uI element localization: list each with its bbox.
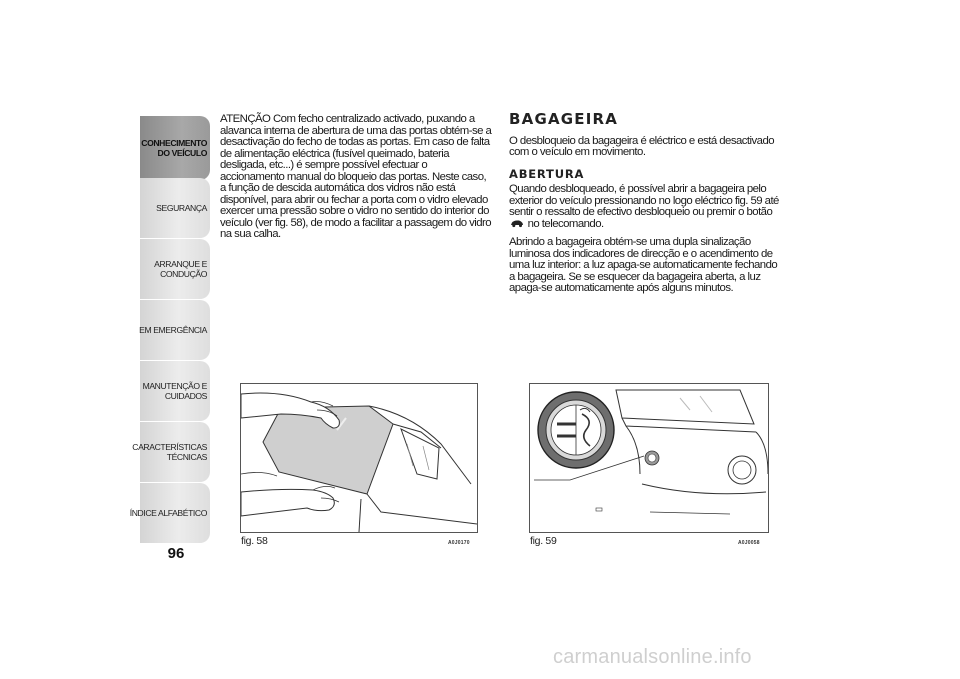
tab-conhecimento-do-veiculo[interactable] [140,116,210,180]
tab-label: MANUTENÇÃO E [142,381,207,391]
tab-label: CARACTERÍSTICAS [132,442,207,452]
tab-label: CONDUÇÃO [160,269,207,279]
tab-indice-alfabetico[interactable] [129,483,210,543]
tab-em-emergencia[interactable] [140,300,210,360]
tab-seguranca[interactable] [140,178,210,238]
watermark: carmanualsonline.info [553,646,752,668]
tab-label: SEGURANÇA [156,203,207,213]
figure-59 [529,383,769,533]
tab-caracteristicas-tecnicas[interactable] [132,422,210,482]
left-column [220,114,492,241]
opening-paragraph [509,184,781,231]
figure-59-code: A0J0058 [738,540,760,546]
attention-paragraph: ATENÇÃO Com fecho centralizado activado, puxando a alavanca interna de abertura de uma das portas obtém-se a desactivação do fecho de todas as portas. Em caso de falta de alimentação eléctrica (fusível queimado, bateria desligada, etc...) é sempre possível efectuar o accionamento manual do bloqueio das portas. Neste caso, a função de descida automática dos vidros não está disponível, para abrir ou fechar a porta com o vidro elevado exercer uma pressão sobre o vidro no sentido do interior do veículo (ver fig. 58), de modo a facilitar a passagem do vidro na sua calha. [220,113,492,240]
opening-text-a: Quando desbloqueado, é possível abrir a bagageira pelo exterior do veículo pressionando no logo eléctrico fig. 59 até sentir o ressalto de efectivo desbloqueio ou premir o botão [509,183,779,218]
right-column [509,110,781,295]
tab-label: EM EMERGÊNCIA [139,325,207,335]
page-number: 96 [167,545,185,562]
tab-label: ÍNDICE ALFABÉTICO [129,508,207,518]
tailgate-logo-illustration [530,384,768,532]
figure-58-code: A0J0170 [448,540,470,546]
tab-label: ARRANQUE E [154,259,207,269]
tab-label: DO VEÍCULO [157,148,207,158]
door-window-illustration [241,384,477,532]
tab-label: CUIDADOS [164,391,207,401]
intro-paragraph: O desbloqueio da bagageira é eléctrico e está desactivado com o veículo em movimento. [509,134,775,158]
tab-arranque-e-conducao[interactable] [140,239,210,299]
figure-59-caption: fig. 59 [530,535,557,547]
figure-58 [240,383,478,533]
opening-text-b: no telecomando. [527,217,604,230]
tab-label: CONHECIMENTO [141,138,207,148]
subsection-title: ABERTURA [509,166,585,181]
tab-label: TÉCNICAS [166,452,207,462]
section-title: BAGAGEIRA [509,110,619,128]
car-key-icon [510,219,524,232]
figure-58-caption: fig. 58 [241,535,268,547]
light-paragraph: Abrindo a bagageira obtém-se uma dupla sinalização luminosa dos indicadores de direcção e o acendimento de uma luz interior: a luz apaga-se automaticamente fechando a bagageira. Se se esquecer da bagageira aberta, a luz apaga-se automaticamente após alguns minutos. [509,236,778,294]
tab-manutencao-e-cuidados[interactable] [140,361,210,421]
